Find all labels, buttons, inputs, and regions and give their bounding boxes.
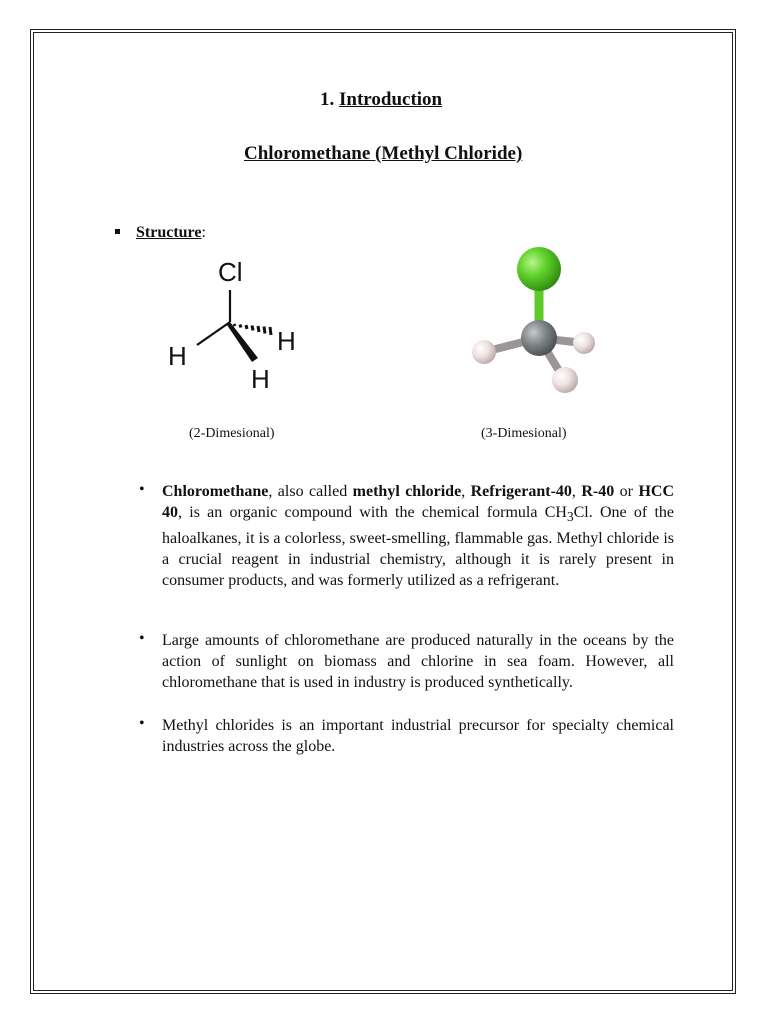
- link-refrigerant: refrigerant: [487, 572, 556, 589]
- atom-cl-2d: Cl: [218, 257, 243, 287]
- hash-7: [270, 327, 271, 335]
- term-refrigerant-40: Refrigerant-40: [470, 483, 572, 500]
- carbon-atom-3d: [521, 320, 557, 356]
- text-segment: ,: [461, 483, 471, 500]
- section-number: 1.: [320, 89, 335, 110]
- term-r-40: R-40: [581, 483, 615, 500]
- text-segment: or: [614, 483, 639, 500]
- bullet-item-natural-production: [139, 630, 674, 694]
- bond-c-h-left: [197, 322, 230, 345]
- section-title: Introduction: [339, 89, 443, 110]
- hydrogen-atom-3d-bottom: [552, 367, 578, 393]
- hash-1: [234, 324, 235, 326]
- term-methyl-chloride: methyl chloride: [352, 483, 462, 500]
- link-reagent: reagent: [231, 550, 279, 568]
- hash-5: [258, 326, 259, 332]
- structure-heading: [115, 224, 206, 242]
- caption-3d: (3-Dimesional): [481, 426, 567, 441]
- caption-2d: (2-Dimesional): [189, 426, 275, 441]
- section-heading: [320, 89, 442, 111]
- structure-2d-figure: [160, 250, 310, 398]
- bullet-text-natural-production: Large amounts of chloromethane are produced naturally in the oceans by the action of sunlight on biomass and chlorine in sea foam. However, all chloromethane that is used in industry is produced synthetically.: [162, 632, 674, 692]
- hydrogen-atom-3d-left: [472, 340, 496, 364]
- formula-subscript: 3: [566, 509, 574, 525]
- bullet-item-definition: [139, 481, 674, 591]
- text-segment: .: [555, 572, 560, 589]
- text-segment: with the chemical formula CH: [352, 504, 567, 522]
- bullet-dot-icon: •: [139, 481, 145, 498]
- structure-label: Structure: [136, 224, 202, 241]
- atom-h-left-2d: H: [168, 341, 187, 371]
- term-chloromethane: Chloromethane: [162, 483, 269, 500]
- hash-3: [246, 325, 247, 329]
- hash-6: [264, 327, 265, 334]
- bullet-text-definition: [162, 481, 674, 591]
- hash-2: [240, 325, 241, 328]
- bullet-text-industrial-use: Methyl chlorides is an important industrial precursor for specialty chemical industries across the globe.: [162, 717, 674, 756]
- hydrogen-atom-3d-right: [573, 332, 595, 354]
- hash-4: [252, 326, 253, 331]
- link-haloalkanes: haloalkanes: [162, 529, 238, 547]
- atom-h-bottom-2d: H: [251, 364, 270, 394]
- text-segment: in industrial chemistry, although it is rarely present in consumer products, and was formerly utilized as a: [162, 550, 675, 589]
- text-segment: , it is a colorless, sweet-smelling, flammable gas. Methyl chloride is a crucial: [162, 529, 674, 568]
- square-bullet-icon: [115, 229, 120, 234]
- structure-3d-model: [466, 243, 598, 395]
- text-segment: Cl. One of the: [573, 504, 675, 522]
- document-subtitle: Chloromethane (Methyl Chloride): [244, 143, 523, 164]
- atom-h-right-2d: H: [277, 326, 296, 356]
- structure-colon: :: [201, 224, 206, 241]
- link-organic-compound: organic compound: [229, 504, 353, 522]
- structure-3d-figure: [466, 243, 598, 395]
- term-hcc-40: HCC 40: [162, 483, 675, 522]
- structure-2d-diagram: [160, 250, 310, 398]
- bullet-dot-icon: •: [139, 715, 145, 732]
- text-segment: ,: [571, 483, 582, 500]
- chlorine-atom-3d: [517, 247, 561, 291]
- text-segment: , also called: [268, 483, 353, 500]
- bullet-item-industrial-use: [139, 715, 674, 757]
- bullet-dot-icon: •: [139, 630, 145, 647]
- text-segment: , is an: [178, 504, 230, 522]
